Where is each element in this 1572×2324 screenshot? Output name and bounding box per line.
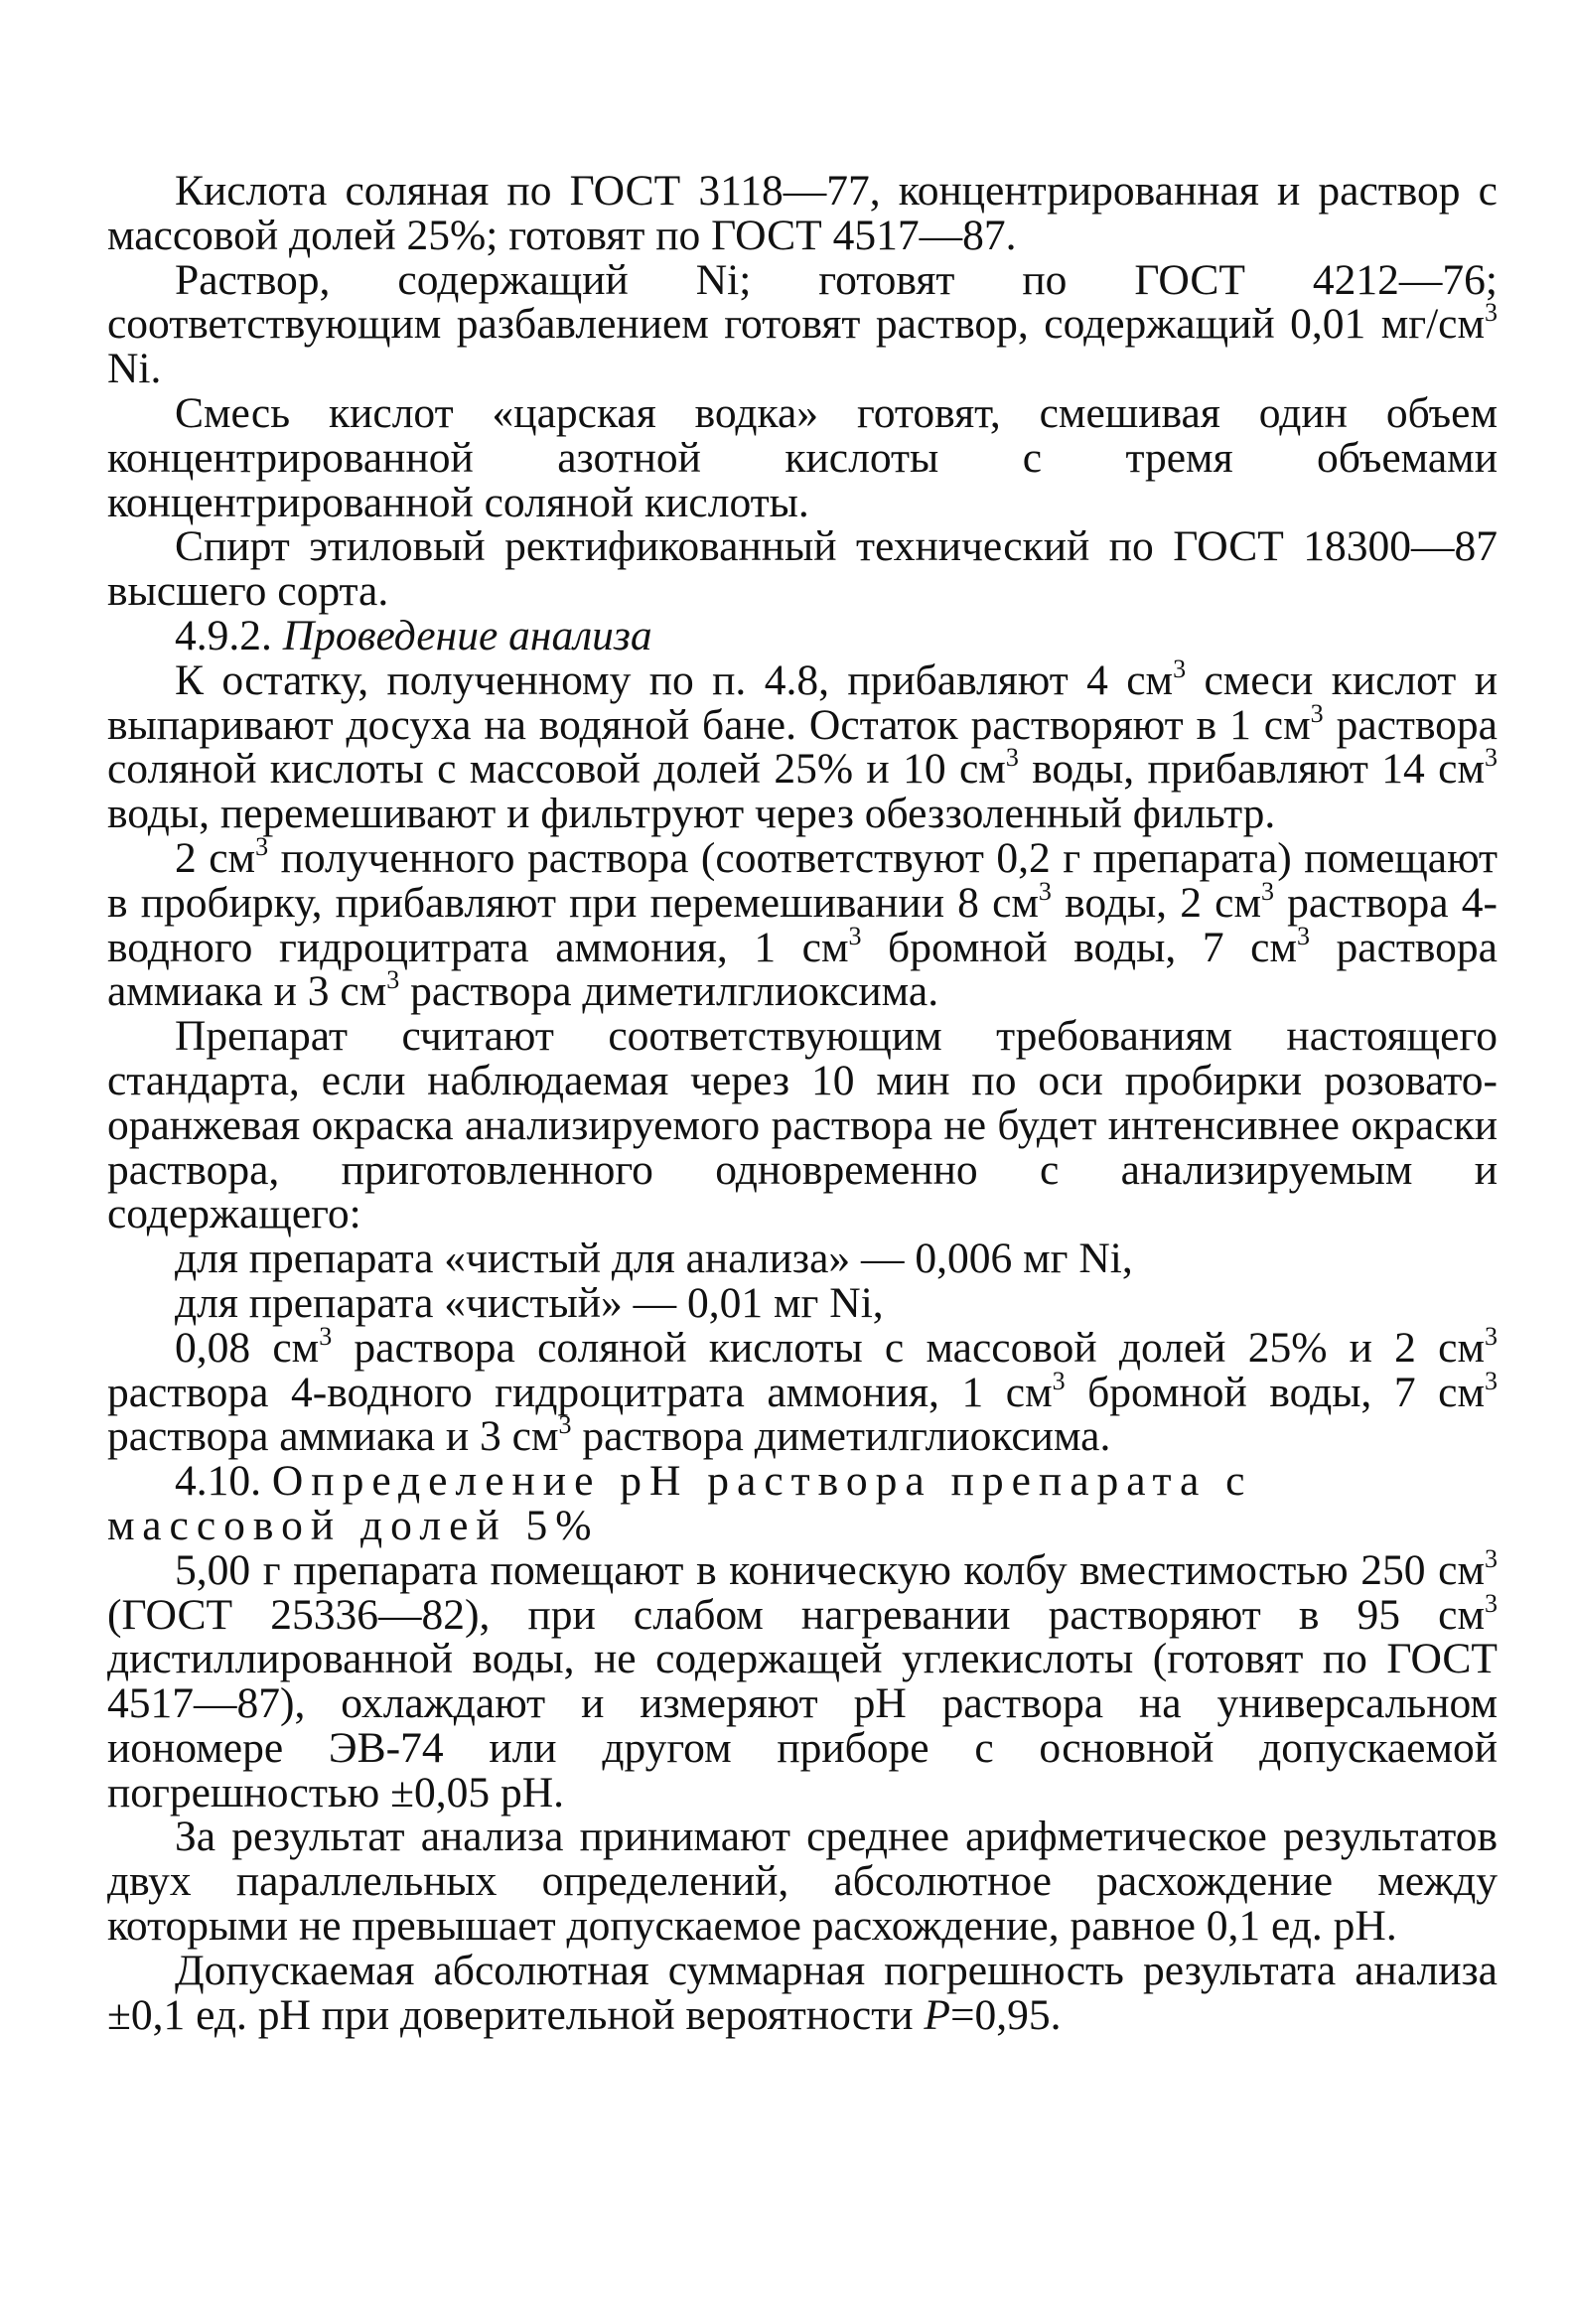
paragraph-acceptance-criterion: Препарат считают соответствующим требованиям настоящего стандарта, если наблюдаемая через 10 мин по оси пробирки розовато-оранжевая окраска анализируемого раствора не будет интенсивнее окраски раствора, приготовленного одновременно с анализируемым и содержащего: [107, 1012, 1498, 1238]
list-item-pure-grade: для препарата «чистый» — 0,01 мг Ni, [175, 1278, 884, 1327]
paragraph-aqua-regia: Смесь кислот «царская водка» готовят, смешивая один объем концентрированной азотной кислоты с тремя объемами концентрированной соляной кислоты. [107, 388, 1498, 526]
paragraph-ph-procedure: 5,00 г препарата помещают в коническую колбу вместимостью 250 $см^3$ (ГОСТ 25336—82), при слабом нагревании растворяют в 95 $см^3$ дистиллированной воды, не содержащей углекислоты (готовят по ГОСТ 4517—87), охлаждают и измеряют pH раствора на универсальном иономере ЭВ-74 или другом приборе с основной допускаемой погрешностью ±0,05 pH. [107, 1543, 1498, 1816]
paragraph-result-definition: За результат анализа принимают среднее арифметическое результатов двух параллельных определений, абсолютное расхождение между которыми не превышает допускаемое расхождение, равное 0,1 ед. pH. [107, 1813, 1498, 1951]
section-heading-4-10: 4.10. Определение pH раствора препарата с массовой долей 5% [107, 1457, 1253, 1549]
section-heading-4-9-2: 4.9.2. Проведение анализа [175, 611, 652, 659]
paragraph-test-tube-procedure: 2 $см^3$ полученного раствора (соответствуют 0,2 г препарата) помещают в пробирку, прибавляют при перемешивании 8 $см^3$ воды, 2 $см^3$ раствора 4-водного гидроцитрата аммония, 1 $см^3$ бромной воды, 7 $см^3$ раствора аммиака и 3 $см^3$ раствора диметилглиоксима. [107, 831, 1499, 1016]
paragraph-residue-procedure: К остатку, полученному по п. 4.8, прибавляют 4 $см^3$ смеси кислот и выпаривают досуха на водяной бане. Остаток растворяют в 1 $см^3$ раствора соляной кислоты с массовой долей 25% и 10 $см^3$ воды, прибавляют 14 $см^3$ воды, перемешивают и фильтруют через обеззоленный фильтр. [107, 654, 1498, 838]
paragraph-ethyl-alcohol: Спирт этиловый ректификованный технический по ГОСТ 18300—87 высшего сорта. [107, 522, 1498, 616]
paragraph-hydrochloric-acid: Кислота соляная по ГОСТ 3118—77, концентрированная и раствор с массовой долей 25%; готовят по ГОСТ 4517—87. [107, 167, 1498, 259]
paragraph-permissible-error: Допускаемая абсолютная суммарная погрешность результата анализа ±0,1 ед. pH при доверительной вероятности P=0,95. [107, 1946, 1498, 2039]
document-page [107, 169, 1498, 2037]
list-item-analytical-grade: для препарата «чистый для анализа» — 0,006 мг Ni, [175, 1235, 1133, 1283]
paragraph-reference-solution: 0,08 $см^3$ раствора соляной кислоты с массовой долей 25% и 2 $см^3$ раствора 4-водного гидроцитрата аммония, 1 $см^3$ бромной воды, 7 $см^3$ раствора аммиака и 3 $см^3$ раствора диметилглиоксима. [107, 1321, 1498, 1461]
paragraph-nickel-solution: Раствор, содержащий Ni; готовят по ГОСТ 4212—76; соответствующим разбавлением готовят раствор, содержащий 0,01 $мг/см^3$ Ni. [107, 255, 1498, 393]
